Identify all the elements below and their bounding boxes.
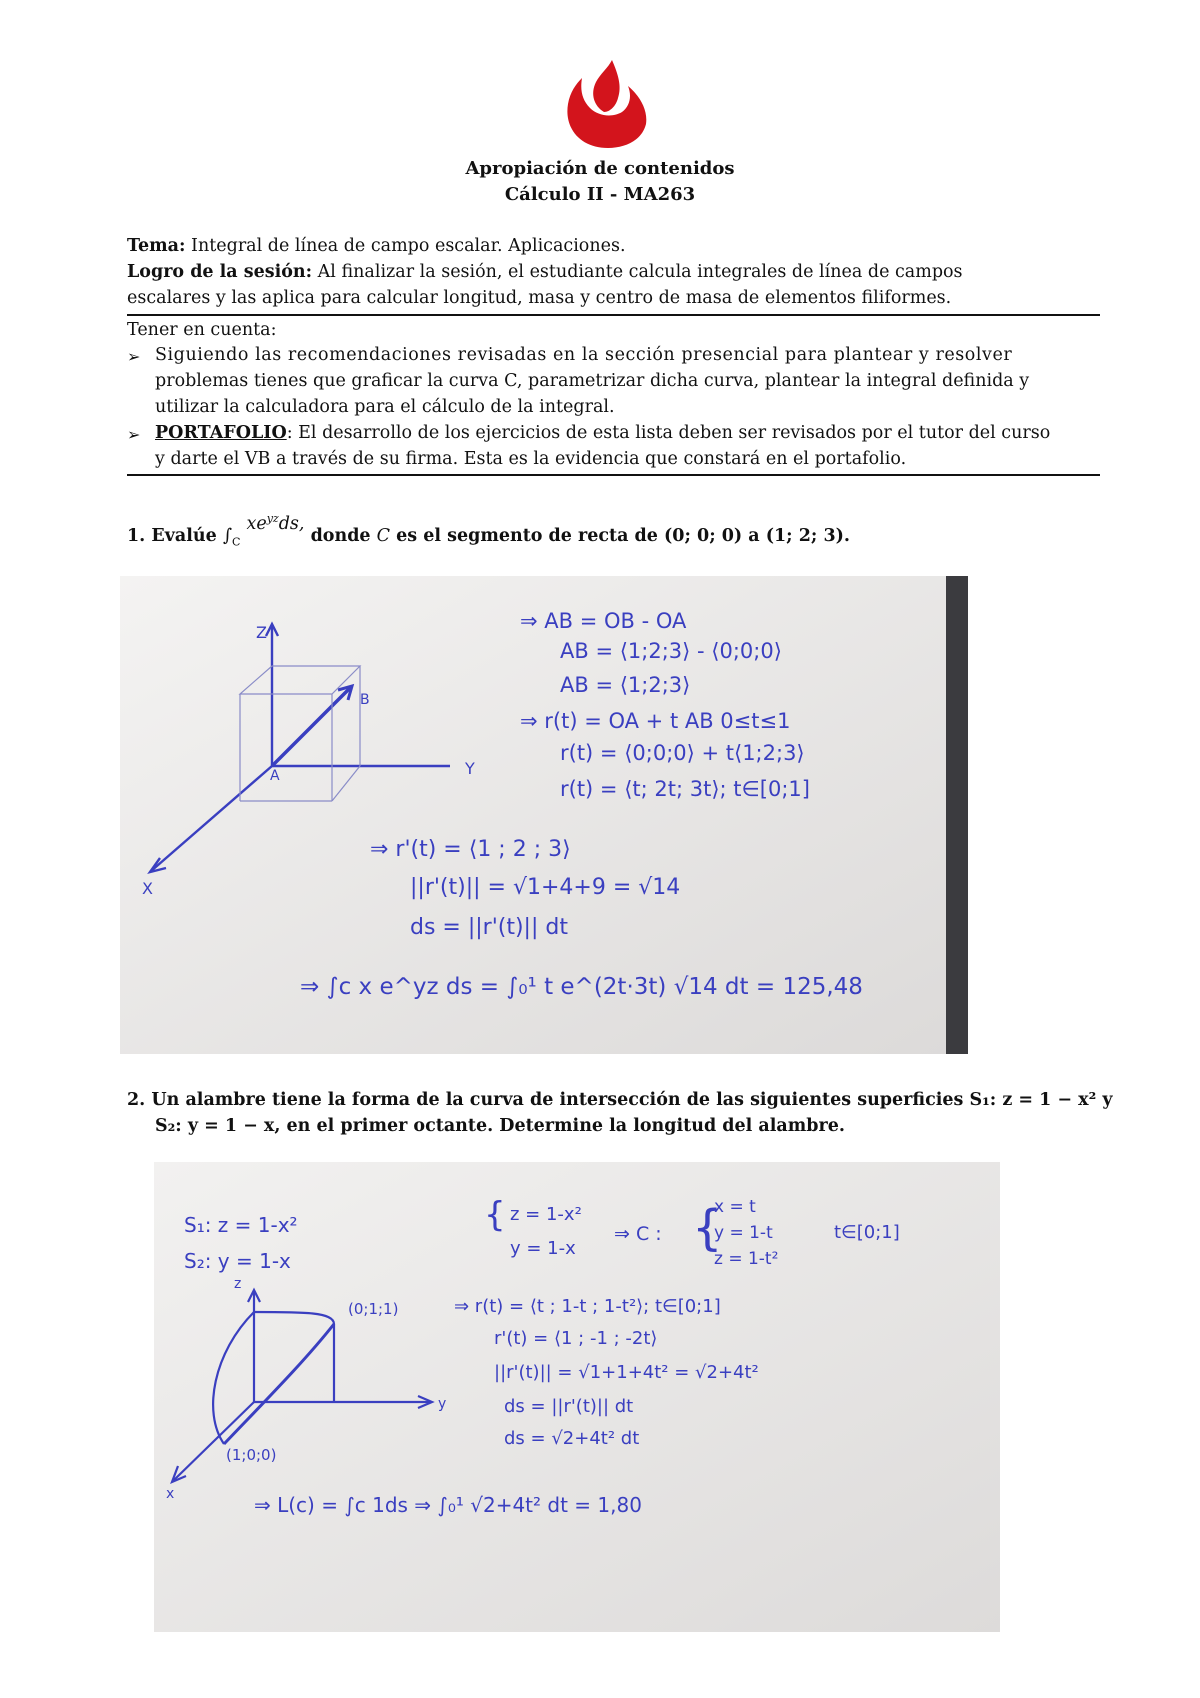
divider xyxy=(127,474,1100,476)
hw-line-7: ⇒ r'(t) = ⟨1 ; 2 ; 3⟩ xyxy=(370,837,571,862)
left-brace-icon: { xyxy=(484,1195,506,1235)
problem2-text-1: Un alambre tiene la forma de la curva de intersección de las siguientes superficies S₁: z = 1 − x² y xyxy=(151,1090,1113,1110)
divider xyxy=(127,314,1100,316)
bullet-arrow-icon: ➢ xyxy=(127,347,141,366)
problem2-line2: S₂: y = 1 − x, en el primer octante. Determine la longitud del alambre. xyxy=(155,1116,845,1136)
bullet2-line2: y darte el VB a través de su firma. Esta es la evidencia que constará en el portafolio. xyxy=(155,449,907,469)
problem1-text-b: donde xyxy=(310,525,371,546)
tema-label: Tema: xyxy=(127,236,186,256)
hw-line-5: r(t) = ⟨0;0;0⟩ + t⟨1;2;3⟩ xyxy=(560,741,805,765)
axis-x-label: X xyxy=(142,879,153,898)
bullet1-line2: problemas tienes que graficar la curva C, parametrizar dicha curva, plantear la integral definida y xyxy=(155,371,1030,391)
hw-line-1: ⇒ AB = OB - OA xyxy=(520,609,687,633)
point-a-label: A xyxy=(270,768,280,784)
hw-line-2: r'(t) = ⟨1 ; -1 ; -2t⟩ xyxy=(494,1328,658,1349)
axis-y-label: y xyxy=(438,1396,447,1412)
hw-line-4: ds = ||r'(t)|| dt xyxy=(504,1396,634,1417)
axis-z-label: Z xyxy=(256,623,267,642)
hw-s1: S₁: z = 1-x² xyxy=(184,1213,298,1237)
hw-s2: S₂: y = 1-x xyxy=(184,1249,291,1273)
hw-line-6: ⇒ L(c) = ∫c 1ds ⇒ ∫₀¹ √2+4t² dt = 1,80 xyxy=(254,1493,642,1517)
point-bottom-label: (1;0;0) xyxy=(226,1446,277,1464)
hw-line-6: r(t) = ⟨t; 2t; 3t⟩; t∈[0;1] xyxy=(560,777,810,801)
hw-sys2: y = 1-x xyxy=(510,1238,576,1259)
logro-text-1: Al finalizar la sesión, el estudiante calcula integrales de línea de campos xyxy=(317,262,963,282)
document-title: Apropiación de contenidos xyxy=(465,158,735,179)
point-b-label: B xyxy=(360,692,370,708)
logro-label: Logro de la sesión: xyxy=(127,262,313,282)
problem2-handwritten-photo xyxy=(154,1162,1000,1632)
hw-c2: y = 1-t xyxy=(714,1223,773,1243)
hw-line-8: ||r'(t)|| = √1+4+9 = √14 xyxy=(410,875,681,900)
problem1-number: 1. xyxy=(127,525,146,546)
tener-label: Tener en cuenta: xyxy=(127,320,277,340)
tema-line xyxy=(127,236,626,256)
problem1-handwritten-photo xyxy=(120,576,968,1054)
hw-line-9: ds = ||r'(t)|| dt xyxy=(410,915,568,940)
axis-x-label: x xyxy=(166,1486,175,1502)
hw-c3: z = 1-t² xyxy=(714,1249,779,1269)
point-top-label: (0;1;1) xyxy=(348,1300,399,1318)
hw-c1: x = t xyxy=(714,1197,756,1217)
axis-y-label: Y xyxy=(465,759,475,778)
portafolio-label: PORTAFOLIO xyxy=(155,423,287,443)
problem1-text-a: Evalúe xyxy=(151,525,217,546)
left-brace-icon: { xyxy=(692,1200,723,1256)
university-logo xyxy=(560,56,656,152)
problem1-text-c: es el segmento de recta de (0; 0; 0) a (1; 2; 3). xyxy=(396,525,851,546)
hw-sys1: z = 1-x² xyxy=(510,1204,582,1225)
bullet2-line1 xyxy=(155,423,1050,443)
problem1-statement xyxy=(127,512,851,549)
bullet1-line3: utilizar la calculadora para el cálculo de la integral. xyxy=(155,397,615,417)
hw-line-5: ds = √2+4t² dt xyxy=(504,1428,640,1449)
hw-range: t∈[0;1] xyxy=(834,1222,900,1243)
problem2-line1 xyxy=(127,1090,1113,1110)
hw-line-3: ||r'(t)|| = √1+1+4t² = √2+4t² xyxy=(494,1362,759,1383)
hw-line-1: ⇒ r(t) = ⟨t ; 1-t ; 1-t²⟩; t∈[0;1] xyxy=(454,1296,721,1317)
hw-line-4: ⇒ r(t) = OA + t AB 0≤t≤1 xyxy=(520,709,791,733)
problem1-curve: C xyxy=(376,525,391,546)
hw-line-2: AB = ⟨1;2;3⟩ - ⟨0;0;0⟩ xyxy=(560,639,782,663)
course-title: Cálculo II - MA263 xyxy=(504,184,696,205)
bullet-arrow-icon: ➢ xyxy=(127,425,141,444)
hw-c-label: ⇒ C : xyxy=(614,1223,662,1245)
problem1-integrand: $xe^{yz}ds$, xyxy=(246,512,305,534)
bullet2-text-1: : El desarrollo de los ejercicios de esta lista deben ser revisados por el tutor del curso xyxy=(286,423,1051,443)
logro-line-1 xyxy=(127,262,963,282)
problem2-number: 2. xyxy=(127,1090,146,1110)
logro-line-2: escalares y las aplica para calcular longitud, masa y centro de masa de elementos filiformes. xyxy=(127,288,952,308)
integral-sign-icon: $\int_C$ xyxy=(222,525,241,549)
hw-line-3: AB = ⟨1;2;3⟩ xyxy=(560,673,691,697)
hw-line-10: ⇒ ∫c x e^yz ds = ∫₀¹ t e^(2t·3t) √14 dt = 125,48 xyxy=(300,974,863,1000)
bullet1-line1: Siguiendo las recomendaciones revisadas en la sección presencial para plantear y resolver xyxy=(155,345,1013,365)
tema-text: Integral de línea de campo escalar. Aplicaciones. xyxy=(191,236,626,256)
axis-z-label: z xyxy=(234,1276,242,1292)
